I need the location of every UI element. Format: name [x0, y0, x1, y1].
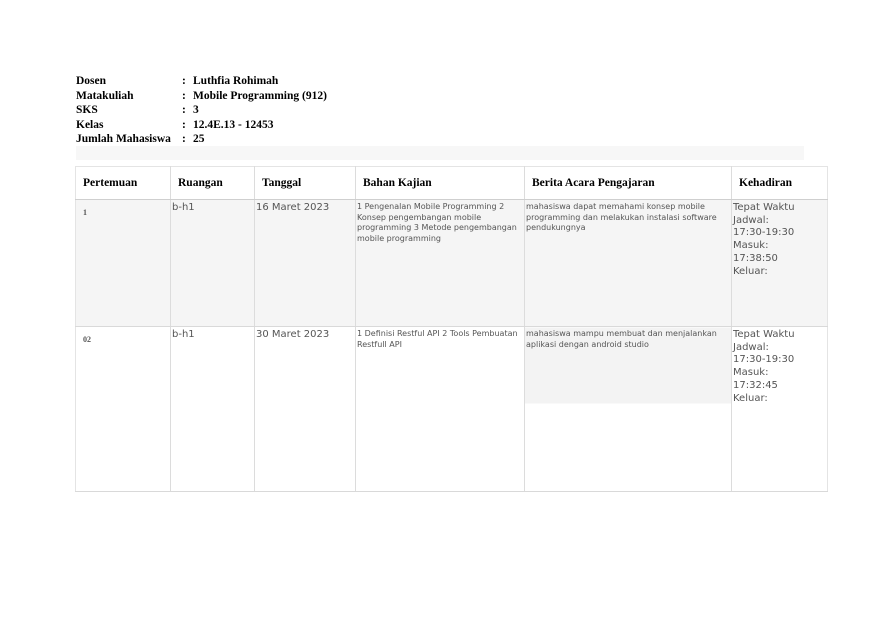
info-label: Jumlah Mahasiswa [76, 133, 171, 145]
info-label: SKS [76, 104, 98, 116]
berita-acara-text: mahasiswa mampu membuat dan menjalankan aplikasi dengan android studio [526, 329, 717, 349]
header-berita-acara: Berita Acara Pengajaran [525, 167, 732, 200]
cell-bahan-kajian [356, 327, 525, 492]
info-row-dosen [76, 74, 327, 89]
info-colon: : [182, 133, 186, 145]
kehadiran-block [732, 327, 827, 405]
cell-pertemuan: 02 [76, 327, 171, 492]
masuk-value: 17:38:50 [733, 252, 778, 264]
cell-berita-acara [525, 327, 732, 492]
kehadiran-status: Tepat Waktu [733, 329, 795, 340]
header-bahan-kajian: Bahan Kajian [356, 167, 525, 200]
info-row-matakuliah [76, 89, 327, 104]
ruangan-text: b-h1 [172, 202, 195, 213]
table-header-row [76, 167, 828, 200]
table-row [76, 327, 828, 492]
info-divider-strip [76, 146, 804, 160]
cell-ruangan [171, 327, 255, 492]
course-info [76, 74, 327, 147]
masuk-value: 17:32:45 [733, 379, 778, 391]
jadwal-value: 17:30-19:30 [733, 354, 795, 366]
info-colon: : [182, 104, 186, 116]
jadwal-value: 17:30-19:30 [733, 227, 795, 239]
keluar-label: Keluar: [733, 392, 768, 404]
info-label: Kelas [76, 118, 104, 131]
berita-acara-text: mahasiswa dapat memahami konsep mobile programming dan melakukan instalasi software pendukungnya [526, 202, 717, 232]
ruangan-text: b-h1 [172, 329, 195, 340]
info-row-kelas [76, 118, 327, 133]
info-label: Dosen [76, 75, 107, 87]
info-row-sks [76, 103, 327, 118]
info-value: 12.4E.13 - 12453 [193, 118, 274, 131]
kehadiran-block [732, 200, 827, 278]
cell-pertemuan: 1 [76, 200, 171, 327]
header-kehadiran: Kehadiran [732, 167, 828, 200]
cell-ruangan [171, 200, 255, 327]
masuk-label: Masuk: [733, 367, 769, 379]
info-label: Matakuliah [76, 89, 134, 102]
cell-tanggal [255, 327, 356, 492]
info-value: 3 [193, 104, 199, 116]
header-ruangan: Ruangan [171, 167, 255, 200]
header-pertemuan: Pertemuan [76, 167, 171, 200]
tanggal-text: 30 Maret 2023 [256, 329, 330, 340]
info-colon: : [182, 75, 186, 87]
info-colon: : [182, 118, 186, 131]
bahan-kajian-text: 1 Pengenalan Mobile Programming 2 Konsep pengembangan mobile programming 3 Metode pengembangan mobile programming [357, 202, 517, 243]
info-value: 25 [193, 133, 205, 145]
tanggal-text: 16 Maret 2023 [256, 202, 330, 213]
cell-kehadiran [732, 327, 828, 492]
info-colon: : [182, 89, 186, 102]
cell-berita-acara [525, 200, 732, 327]
info-value: Luthfia Rohimah [193, 75, 279, 87]
keluar-label: Keluar: [733, 265, 768, 277]
header-tanggal: Tanggal [255, 167, 356, 200]
schedule-table [75, 166, 828, 492]
bahan-kajian-text: 1 Definisi Restful API 2 Tools Pembuatan Restfull API [357, 329, 518, 349]
cell-kehadiran [732, 200, 828, 327]
jadwal-label: Jadwal: [733, 214, 769, 226]
jadwal-label: Jadwal: [733, 341, 769, 353]
masuk-label: Masuk: [733, 240, 769, 252]
cell-tanggal [255, 200, 356, 327]
table-row [76, 200, 828, 327]
cell-bahan-kajian [356, 200, 525, 327]
info-row-jumlah-mahasiswa [76, 132, 327, 147]
kehadiran-status: Tepat Waktu [733, 202, 795, 213]
info-value: Mobile Programming (912) [193, 89, 327, 102]
